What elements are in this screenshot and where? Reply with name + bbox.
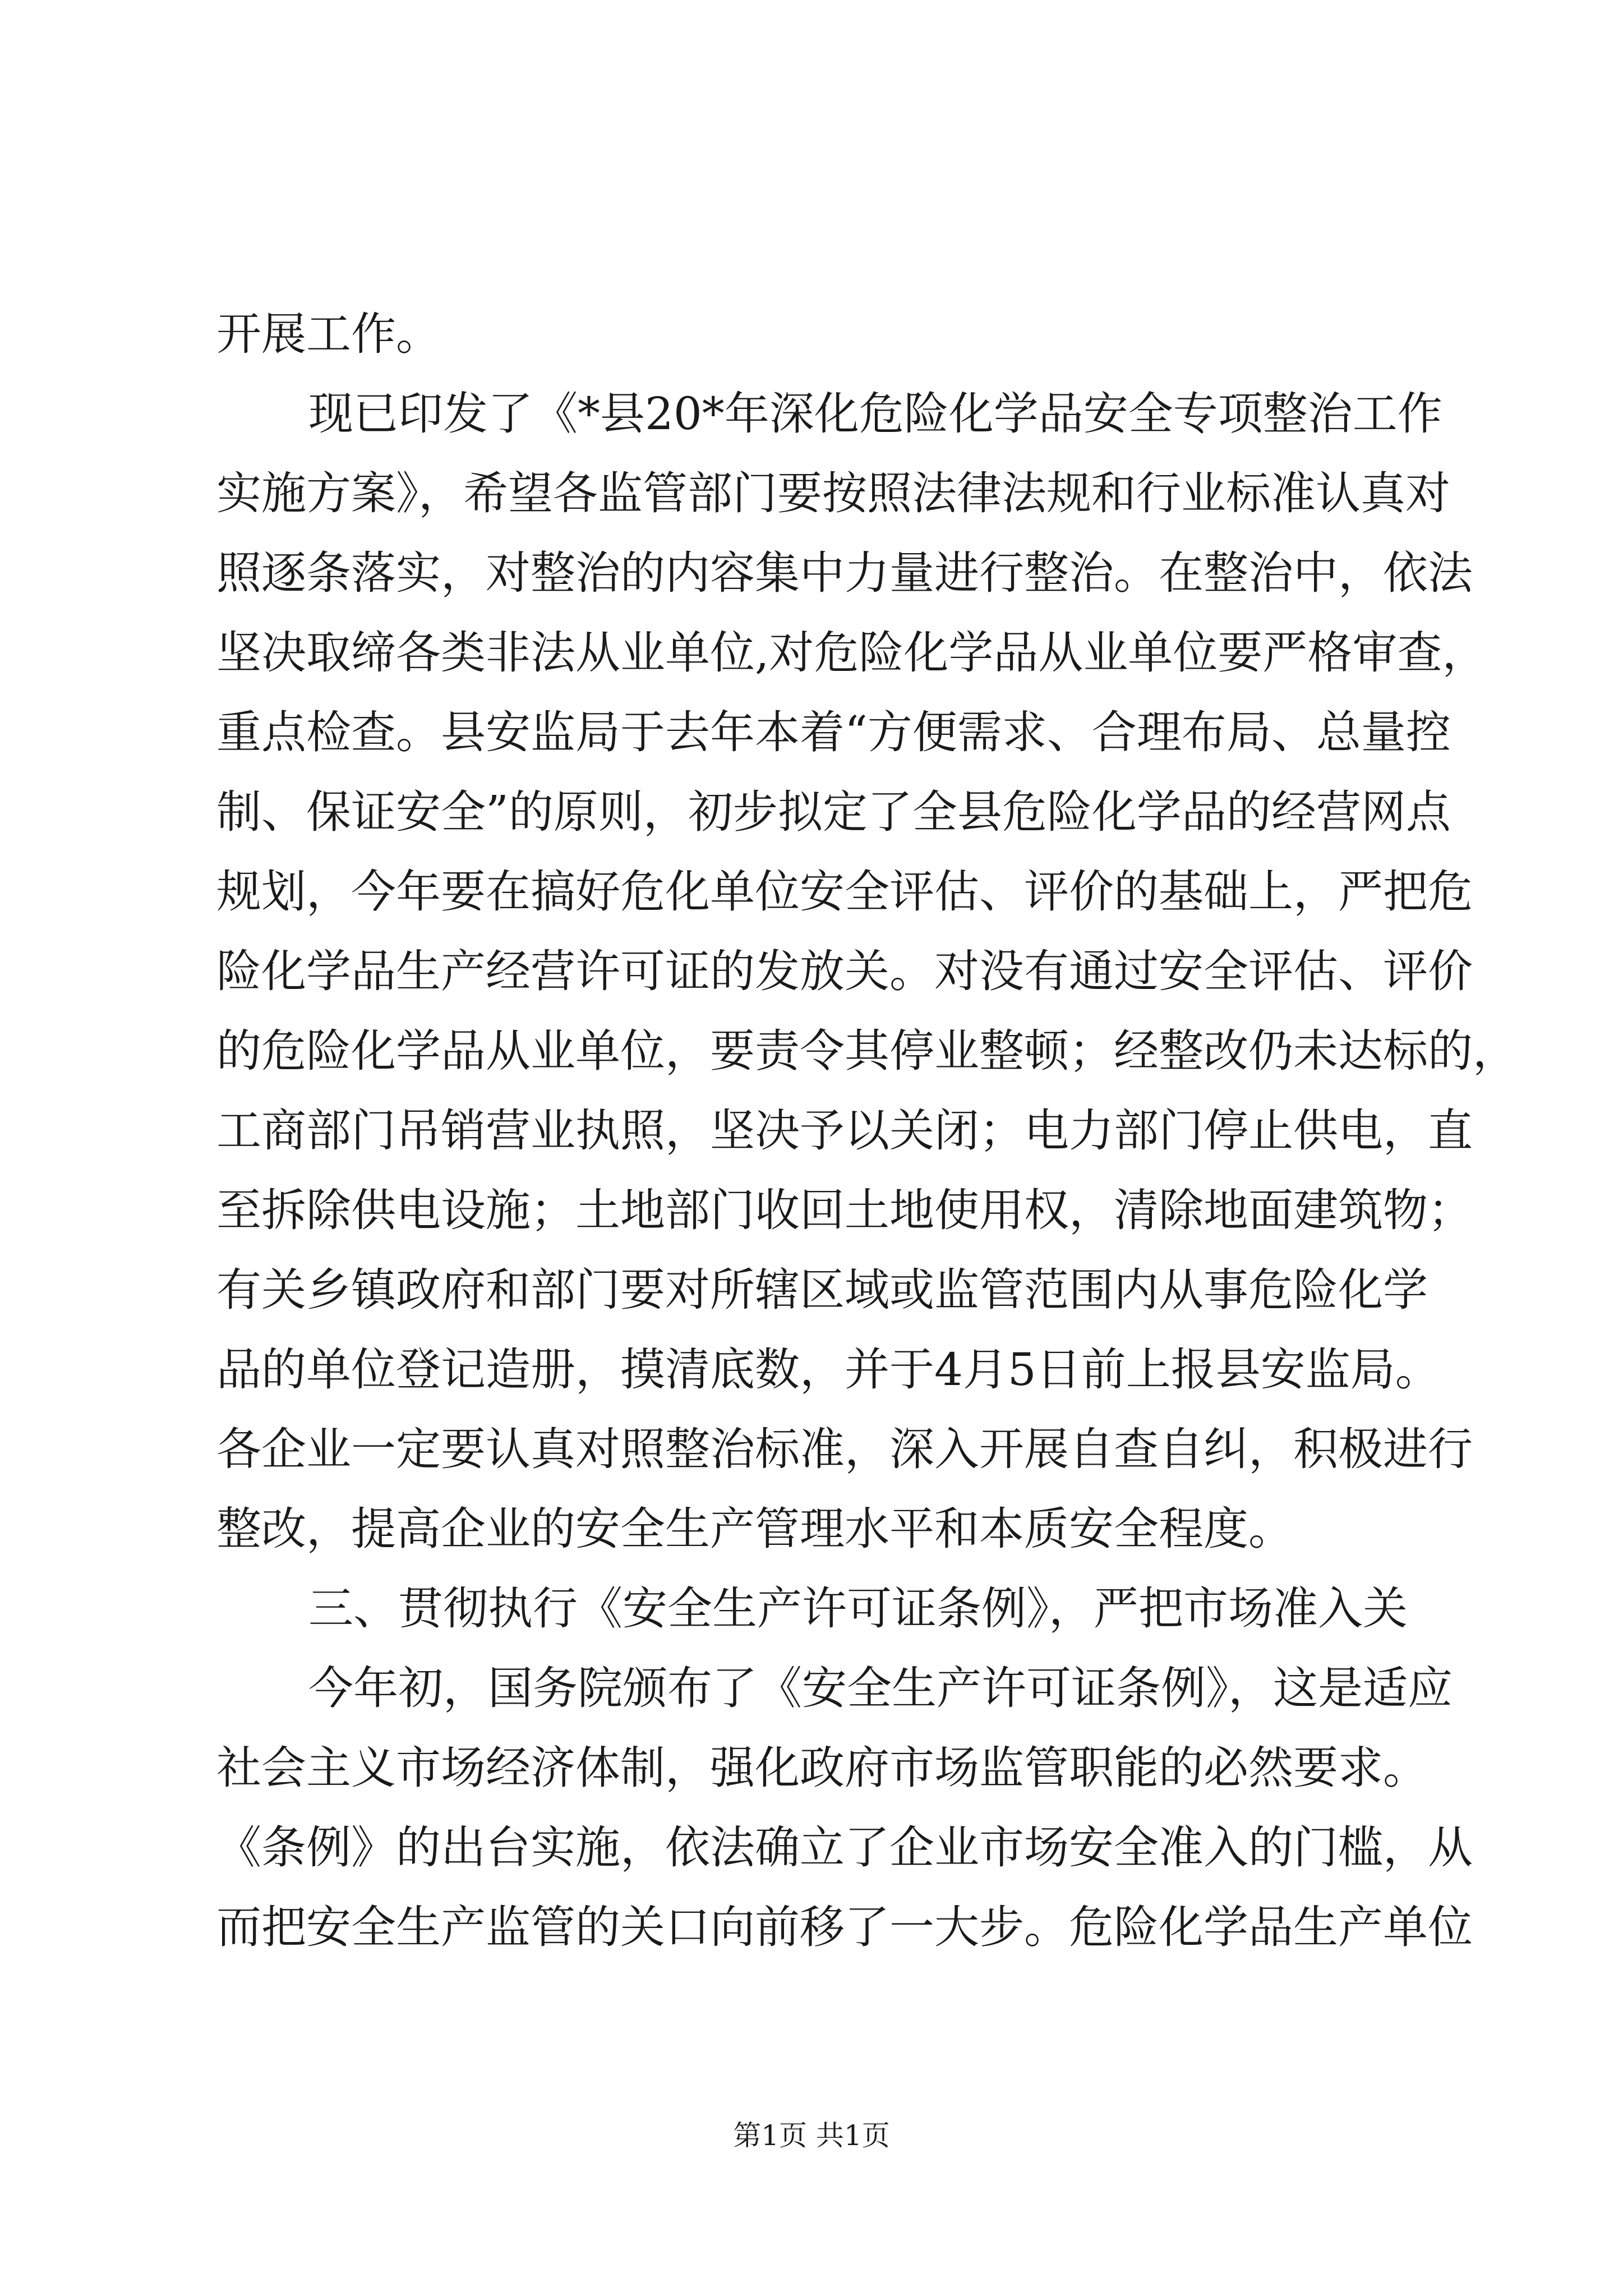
- paragraph-line: 品的单位登记造册，摸清底数，并于4月5日前上报县安监局。: [216, 1343, 1440, 1396]
- page-footer: 第1页 共1页: [733, 2119, 890, 2152]
- paragraph-line: 今年初，国务院颁布了《安全生产许可证条例》，这是适应: [308, 1662, 1453, 1714]
- paragraph-line: 规划，今年要在搞好危化单位安全评估、评价的基础上，严把危: [216, 866, 1473, 918]
- paragraph-line: 险化学品生产经营许可证的发放关。对没有通过安全评估、评价: [216, 945, 1473, 997]
- paragraph-line: 有关乡镇政府和部门要对所辖区域或监管范围内从事危险化学: [216, 1264, 1428, 1316]
- paragraph-line: 重点检查。县安监局于去年本着“方便需求、合理布局、总量控: [216, 706, 1451, 758]
- paragraph-line: 各企业一定要认真对照整治标准，深入开展自查自纠，积极进行: [216, 1423, 1473, 1475]
- paragraph-line: 的危险化学品从业单位，要责令其停业整顿；经整改仍未达标的，: [216, 1025, 1518, 1077]
- paragraph-line: 工商部门吊销营业执照，坚决予以关闭；电力部门停止供电，直: [216, 1105, 1473, 1157]
- paragraph-line: 整改，提高企业的安全生产管理水平和本质安全程度。: [216, 1503, 1293, 1555]
- paragraph-line: 而把安全生产监管的关口向前移了一大步。危险化学品生产单位: [216, 1901, 1473, 1953]
- paragraph-line: 照逐条落实，对整治的内容集中力量进行整治。在整治中，依法: [216, 547, 1473, 599]
- paragraph-line: 社会主义市场经济体制，强化政府市场监管职能的必然要求。: [216, 1742, 1428, 1794]
- paragraph-line: 实施方案》，希望各监管部门要按照法律法规和行业标准认真对: [216, 467, 1450, 519]
- paragraph-line: 制、保证安全”的原则，初步拟定了全县危险化学品的经营网点: [216, 786, 1451, 838]
- paragraph-line: 坚决取缔各类非法从业单位,对危险化学品从业单位要严格审查，: [216, 627, 1487, 679]
- paragraph-line: 至拆除供电设施；土地部门收回土地使用权，清除地面建筑物；: [216, 1184, 1473, 1236]
- section-heading: 三、贯彻执行《安全生产许可证条例》，严把市场准入关: [308, 1582, 1408, 1635]
- paragraph-line: 《条例》的出台实施，依法确立了企业市场安全准入的门槛，从: [216, 1821, 1473, 1874]
- paragraph-line: 开展工作。: [216, 308, 441, 360]
- paragraph-line: 现已印发了《*县20*年深化危险化学品安全专项整治工作: [308, 388, 1442, 440]
